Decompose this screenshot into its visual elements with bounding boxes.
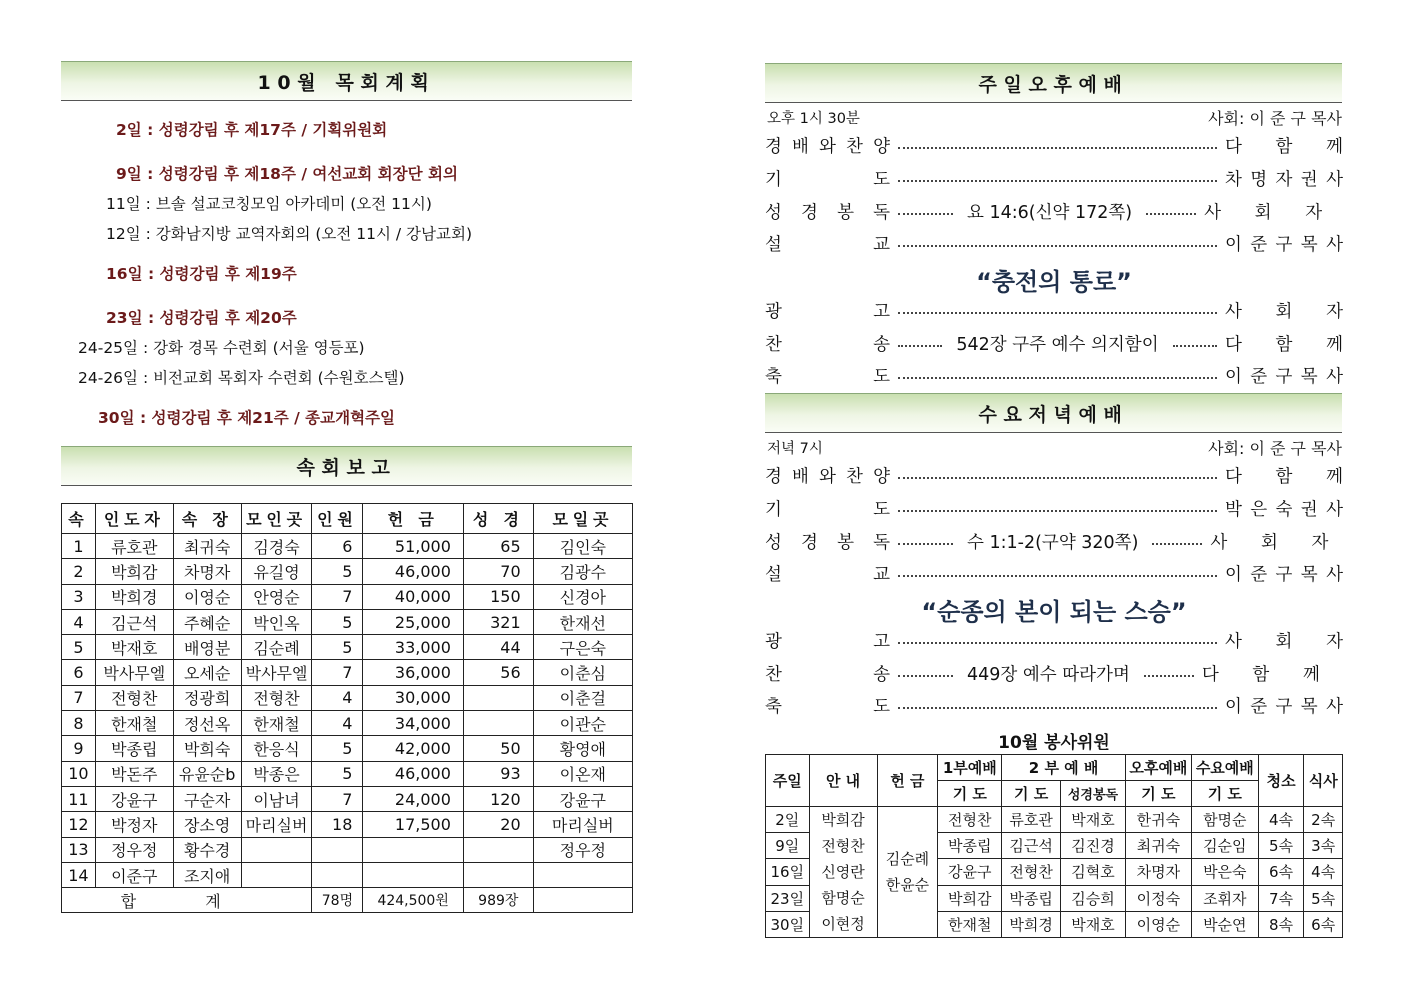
report-column-header: 성 경 [463, 504, 533, 534]
volunteer-week: 23일 [766, 885, 810, 911]
volunteer-cell: 8속 [1258, 911, 1304, 937]
report-cell: 박희경 [95, 584, 173, 609]
report-cell: 마리실버 [241, 812, 312, 837]
report-cell: 14 [62, 862, 96, 887]
leader-dots [1146, 213, 1196, 215]
vol-h-offering: 헌 금 [877, 755, 938, 807]
service-item [765, 628, 1343, 653]
report-cell: 구순자 [173, 786, 241, 811]
report-cell: 44 [463, 635, 533, 660]
report-cell: 김순례 [241, 635, 312, 660]
service-item [765, 231, 1343, 256]
report-column-header: 모일곳 [533, 504, 632, 534]
report-cell: 이준구 [95, 862, 173, 887]
volunteer-cell: 이정숙 [1125, 885, 1191, 911]
report-row [62, 559, 633, 584]
vol-h-afternoon: 오후예배 [1125, 755, 1191, 781]
plan-header: 10월 목회계획 [61, 61, 632, 101]
plan-item: 16일 : 성령강림 후 제19주 [106, 265, 297, 283]
report-cell: 이춘걸 [533, 685, 632, 710]
service-item-label: 성 경 봉 독 [765, 533, 890, 553]
volunteer-cell: 6속 [1258, 859, 1304, 885]
report-cell: 12 [62, 812, 96, 837]
service-item-person: 다 함 께 [1225, 467, 1343, 487]
report-column-header: 속 장 [173, 504, 241, 534]
volunteer-cell: 박종립 [1002, 885, 1061, 911]
report-cell [363, 837, 464, 862]
leader-dots [898, 477, 1217, 479]
volunteer-cell: 박희경 [1002, 911, 1061, 937]
leader-dots [898, 245, 1217, 247]
report-cell: 93 [463, 761, 533, 786]
report-column-header: 인원 [312, 504, 363, 534]
report-row [62, 584, 633, 609]
report-cell: 배영분 [173, 635, 241, 660]
report-cell: 김경숙 [241, 534, 312, 559]
service-item [765, 298, 1343, 323]
total-people: 78명 [312, 888, 363, 913]
wednesday-header: 수요저녁예배 [765, 393, 1342, 433]
report-cell: 박종립 [95, 736, 173, 761]
service-item [765, 661, 1343, 686]
report-cell [241, 862, 312, 887]
report-cell: 박희감 [95, 559, 173, 584]
report-cell: 장소영 [173, 812, 241, 837]
report-cell: 150 [463, 584, 533, 609]
vol-h-reading: 성경봉독 [1061, 781, 1126, 807]
offering-name: 한윤순 [885, 876, 930, 894]
service-item-person: 이 준 구 목 사 [1225, 697, 1343, 717]
report-cell: 33,000 [363, 635, 464, 660]
report-header-row [62, 504, 633, 534]
vol-h-wed: 수요예배 [1191, 755, 1258, 781]
service-item-label: 광 고 [765, 632, 890, 652]
wednesday-sermon-title: “순종의 본이 되는 스승” [921, 598, 1187, 626]
report-cell: 11 [62, 786, 96, 811]
report-cell: 46,000 [363, 761, 464, 786]
report-cell [463, 837, 533, 862]
report-cell [363, 862, 464, 887]
wednesday-time: 저녁 7시 [767, 441, 823, 457]
report-row [62, 685, 633, 710]
report-cell: 36,000 [363, 660, 464, 685]
volunteer-week: 16일 [766, 859, 810, 885]
report-cell: 정우정 [95, 837, 173, 862]
report-cell: 김광수 [533, 559, 632, 584]
volunteer-week: 30일 [766, 911, 810, 937]
plan-item: 24-26일 : 비전교회 목회자 수련회 (수원호스텔) [78, 369, 405, 387]
volunteer-guides [809, 807, 877, 938]
leader-dots [898, 312, 1217, 314]
service-item [765, 331, 1343, 356]
vol-h-prayer-3: 기 도 [1125, 781, 1191, 807]
service-item [765, 166, 1343, 191]
leader-dots [898, 345, 942, 347]
volunteers-title: 10월 봉사위원 [998, 733, 1110, 753]
report-cell: 최귀숙 [173, 534, 241, 559]
volunteer-cell: 2속 [1304, 807, 1343, 833]
report-row [62, 736, 633, 761]
report-table [61, 503, 633, 913]
report-cell: 7 [312, 584, 363, 609]
afternoon-host: 사회: 이 준 구 목사 [1208, 109, 1342, 128]
service-item-person: 이 준 구 목 사 [1225, 235, 1343, 255]
report-cell: 박재호 [95, 635, 173, 660]
report-cell: 10 [62, 761, 96, 786]
report-cell: 이영순 [173, 584, 241, 609]
volunteer-row [766, 807, 1343, 833]
report-cell: 8 [62, 711, 96, 736]
report-cell: 20 [463, 812, 533, 837]
offering-name: 김순례 [885, 850, 930, 868]
volunteer-cell: 차명자 [1125, 859, 1191, 885]
service-item-detail: 요 14:6(신약 172쪽) [967, 203, 1133, 223]
report-cell: 6 [62, 660, 96, 685]
report-cell: 5 [312, 761, 363, 786]
volunteer-cell: 최귀숙 [1125, 833, 1191, 859]
guide-name: 함명순 [821, 889, 865, 907]
volunteer-cell: 박은숙 [1191, 859, 1258, 885]
total-bible: 989장 [463, 888, 533, 913]
report-cell: 유길영 [241, 559, 312, 584]
report-cell: 주혜순 [173, 609, 241, 634]
leader-dots [898, 707, 1217, 709]
service-item-label: 축 도 [765, 367, 890, 387]
report-cell: 34,000 [363, 711, 464, 736]
leader-dots [898, 147, 1217, 149]
leader-dots [898, 675, 953, 677]
report-cell: 40,000 [363, 584, 464, 609]
report-cell: 5 [312, 635, 363, 660]
total-label: 합 계 [62, 888, 312, 913]
service-item-person: 차 명 자 권 사 [1225, 170, 1343, 190]
service-item-label: 경 배 와 찬 양 [765, 137, 890, 157]
report-cell [312, 837, 363, 862]
vol-h-prayer-4: 기 도 [1191, 781, 1258, 807]
report-cell: 3 [62, 584, 96, 609]
report-cell: 김근석 [95, 609, 173, 634]
report-cell: 마리실버 [533, 812, 632, 837]
report-cell: 46,000 [363, 559, 464, 584]
service-item-label: 성 경 봉 독 [765, 203, 890, 223]
volunteer-cell: 전형찬 [938, 807, 1002, 833]
volunteer-cell: 7속 [1258, 885, 1304, 911]
guide-name: 박희감 [821, 811, 865, 829]
service-item-person: 다 함 께 [1201, 665, 1320, 685]
guide-name: 이현정 [821, 915, 865, 933]
leader-dots [898, 543, 953, 545]
report-cell [533, 862, 632, 887]
service-item-person: 박 은 숙 권 사 [1225, 500, 1343, 520]
volunteer-cell: 함명순 [1191, 807, 1258, 833]
leader-dots [898, 213, 953, 215]
afternoon-header: 주일오후예배 [765, 63, 1342, 103]
service-item-detail: 수 1:1-2(구약 320쪽) [967, 533, 1139, 553]
report-cell [463, 862, 533, 887]
vol-h-prayer-1: 기 도 [938, 781, 1002, 807]
vol-h-second: 2 부 예 배 [1002, 755, 1126, 781]
service-item [765, 529, 1343, 554]
leader-dots [898, 377, 1217, 379]
report-cell: 4 [312, 711, 363, 736]
report-cell: 한재철 [95, 711, 173, 736]
report-column-header: 인도자 [95, 504, 173, 534]
report-total-row [62, 888, 633, 913]
service-item-person: 다 함 께 [1225, 335, 1343, 355]
vol-h-meal: 식사 [1304, 755, 1343, 807]
report-cell: 1 [62, 534, 96, 559]
report-cell: 56 [463, 660, 533, 685]
leader-dots [898, 642, 1217, 644]
volunteer-cell: 4속 [1258, 807, 1304, 833]
service-item-label: 기 도 [765, 500, 890, 520]
report-cell: 김인숙 [533, 534, 632, 559]
leader-dots [898, 575, 1217, 577]
report-cell: 오세순 [173, 660, 241, 685]
report-column-header: 속 [62, 504, 96, 534]
report-cell: 강윤구 [95, 786, 173, 811]
report-cell: 65 [463, 534, 533, 559]
vol-h-guide: 안 내 [809, 755, 877, 807]
wednesday-host: 사회: 이 준 구 목사 [1208, 439, 1342, 458]
volunteer-cell: 김근석 [1002, 833, 1061, 859]
report-cell: 류호관 [95, 534, 173, 559]
report-cell: 18 [312, 812, 363, 837]
volunteer-cell: 전형찬 [1002, 859, 1061, 885]
total-offering: 424,500원 [363, 888, 464, 913]
report-header: 속회보고 [61, 446, 632, 486]
report-cell: 박정자 [95, 812, 173, 837]
service-item-person: 사 회 자 [1210, 533, 1329, 553]
volunteer-cell: 3속 [1304, 833, 1343, 859]
report-cell [241, 837, 312, 862]
report-cell: 6 [312, 534, 363, 559]
service-item-person: 이 준 구 목 사 [1225, 367, 1343, 387]
service-item [765, 133, 1343, 158]
report-row [62, 635, 633, 660]
report-cell: 이온재 [533, 761, 632, 786]
service-item-person: 사 회 자 [1225, 302, 1343, 322]
plan-item: 24-25일 : 강화 경목 수련회 (서울 영등포) [78, 339, 365, 357]
volunteer-cell: 박재호 [1061, 911, 1126, 937]
service-item-label: 찬 송 [765, 335, 890, 355]
report-cell: 7 [62, 685, 96, 710]
report-cell: 50 [463, 736, 533, 761]
report-cell: 정선옥 [173, 711, 241, 736]
report-column-header: 헌 금 [363, 504, 464, 534]
volunteer-cell: 이영순 [1125, 911, 1191, 937]
service-item [765, 463, 1343, 488]
leader-dots [898, 180, 1217, 182]
report-cell: 51,000 [363, 534, 464, 559]
volunteer-week: 9일 [766, 833, 810, 859]
volunteer-cell: 조휘자 [1191, 885, 1258, 911]
vol-h-prayer-2: 기 도 [1002, 781, 1061, 807]
report-cell: 박인옥 [241, 609, 312, 634]
plan-item: 2일 : 성령강림 후 제17주 / 기획위원회 [116, 121, 388, 139]
volunteer-cell: 5속 [1258, 833, 1304, 859]
leader-dots [1144, 675, 1194, 677]
report-cell: 321 [463, 609, 533, 634]
afternoon-sermon-title: “충전의 통로” [976, 268, 1132, 296]
report-cell: 17,500 [363, 812, 464, 837]
total-empty [533, 888, 632, 913]
report-cell: 이남녀 [241, 786, 312, 811]
volunteer-cell: 강윤구 [938, 859, 1002, 885]
report-cell: 박사무엘 [95, 660, 173, 685]
service-item-detail: 449장 예수 따라가며 [967, 665, 1130, 685]
report-cell: 5 [312, 559, 363, 584]
service-item [765, 561, 1343, 586]
report-cell: 안영순 [241, 584, 312, 609]
report-cell: 박사무엘 [241, 660, 312, 685]
volunteer-cell: 박순연 [1191, 911, 1258, 937]
volunteer-cell: 김진경 [1061, 833, 1126, 859]
vol-h-week: 주일 [766, 755, 810, 807]
report-cell: 42,000 [363, 736, 464, 761]
report-row [62, 609, 633, 634]
volunteer-cell: 류호관 [1002, 807, 1061, 833]
service-item-label: 광 고 [765, 302, 890, 322]
plan-item: 12일 : 강화남지방 교역자회의 (오전 11시 / 강남교회) [106, 225, 472, 243]
report-cell: 차명자 [173, 559, 241, 584]
report-row [62, 534, 633, 559]
report-cell [463, 685, 533, 710]
report-cell: 전형찬 [241, 685, 312, 710]
report-cell: 황영애 [533, 736, 632, 761]
report-cell: 강윤구 [533, 786, 632, 811]
volunteer-cell: 김승희 [1061, 885, 1126, 911]
service-item-detail: 542장 구주 예수 의지함이 [956, 335, 1159, 355]
service-item-label: 설 교 [765, 235, 890, 255]
leader-dots [898, 510, 1217, 512]
leader-dots [1173, 345, 1217, 347]
volunteer-cell: 박종립 [938, 833, 1002, 859]
volunteer-cell: 한재철 [938, 911, 1002, 937]
service-item [765, 693, 1343, 718]
report-cell: 24,000 [363, 786, 464, 811]
plan-item: 9일 : 성령강림 후 제18주 / 여선교회 회장단 회의 [116, 165, 458, 183]
report-cell [463, 711, 533, 736]
volunteer-cell: 김혁호 [1061, 859, 1126, 885]
service-item [765, 199, 1343, 224]
report-cell: 이관순 [533, 711, 632, 736]
report-cell: 전형찬 [95, 685, 173, 710]
volunteer-cell: 한귀숙 [1125, 807, 1191, 833]
report-cell: 유윤순b [173, 761, 241, 786]
report-cell: 조지애 [173, 862, 241, 887]
report-row [62, 837, 633, 862]
report-cell: 13 [62, 837, 96, 862]
service-item-person: 다 함 께 [1225, 137, 1343, 157]
volunteer-cell: 박재호 [1061, 807, 1126, 833]
report-cell: 이춘심 [533, 660, 632, 685]
report-cell: 박돈주 [95, 761, 173, 786]
service-item-person: 사 회 자 [1225, 632, 1343, 652]
report-row [62, 862, 633, 887]
service-item-label: 경 배 와 찬 양 [765, 467, 890, 487]
plan-item: 11일 : 브솔 설교코칭모임 아카데미 (오전 11시) [106, 195, 432, 213]
volunteer-cell: 6속 [1304, 911, 1343, 937]
report-cell: 25,000 [363, 609, 464, 634]
report-cell: 구은숙 [533, 635, 632, 660]
service-item-label: 기 도 [765, 170, 890, 190]
report-cell: 7 [312, 786, 363, 811]
report-cell: 황수경 [173, 837, 241, 862]
report-cell: 한응식 [241, 736, 312, 761]
guide-name: 전형찬 [821, 837, 865, 855]
service-item-label: 설 교 [765, 565, 890, 585]
report-cell: 5 [312, 609, 363, 634]
volunteer-offering [877, 807, 938, 938]
volunteer-week: 2일 [766, 807, 810, 833]
report-cell: 9 [62, 736, 96, 761]
report-cell: 30,000 [363, 685, 464, 710]
guide-name: 신영란 [821, 863, 865, 881]
volunteer-cell: 5속 [1304, 885, 1343, 911]
volunteer-cell: 박희감 [938, 885, 1002, 911]
report-cell: 120 [463, 786, 533, 811]
report-cell: 70 [463, 559, 533, 584]
report-cell: 신경아 [533, 584, 632, 609]
leader-dots [1152, 543, 1202, 545]
service-item-person: 이 준 구 목 사 [1225, 565, 1343, 585]
volunteer-cell: 4속 [1304, 859, 1343, 885]
report-cell: 5 [62, 635, 96, 660]
report-cell: 5 [312, 736, 363, 761]
report-cell: 2 [62, 559, 96, 584]
volunteers-table [765, 754, 1343, 938]
report-row [62, 711, 633, 736]
plan-item: 23일 : 성령강림 후 제20주 [106, 309, 297, 327]
report-cell: 정광희 [173, 685, 241, 710]
report-cell: 4 [62, 609, 96, 634]
service-item-label: 찬 송 [765, 665, 890, 685]
service-item [765, 496, 1343, 521]
plan-item: 30일 : 성령강림 후 제21주 / 종교개혁주일 [98, 409, 395, 427]
report-cell: 한재철 [241, 711, 312, 736]
service-item-label: 축 도 [765, 697, 890, 717]
service-item [765, 363, 1343, 388]
report-cell: 7 [312, 660, 363, 685]
report-cell: 정우정 [533, 837, 632, 862]
volunteer-cell: 김순임 [1191, 833, 1258, 859]
report-cell [312, 862, 363, 887]
report-column-header: 모인곳 [241, 504, 312, 534]
report-row [62, 786, 633, 811]
report-cell: 박종은 [241, 761, 312, 786]
service-item-person: 사 회 자 [1204, 203, 1323, 223]
report-row [62, 812, 633, 837]
report-row [62, 660, 633, 685]
vol-h-first: 1부예배 [938, 755, 1002, 781]
report-cell: 4 [312, 685, 363, 710]
report-row [62, 761, 633, 786]
vol-h-clean: 청소 [1258, 755, 1304, 807]
report-cell: 박희숙 [173, 736, 241, 761]
report-cell: 한재선 [533, 609, 632, 634]
afternoon-time: 오후 1시 30분 [767, 111, 860, 127]
